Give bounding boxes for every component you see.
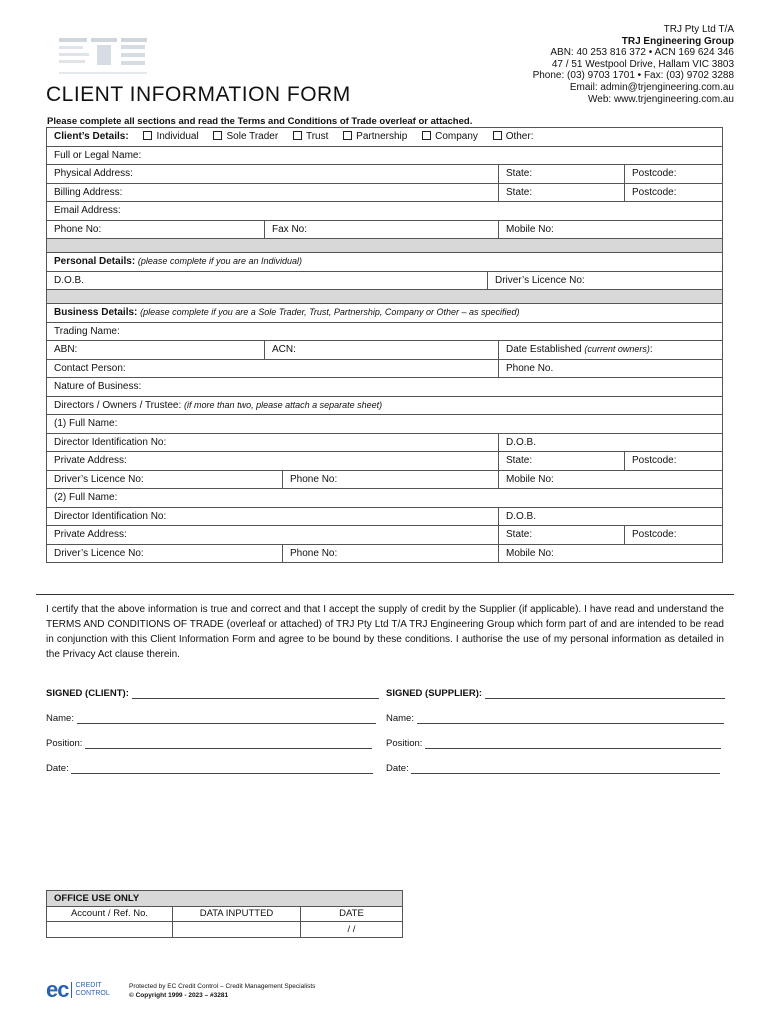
business-details-heading xyxy=(47,304,723,323)
fax-field[interactable]: Fax No: xyxy=(265,220,499,239)
director1-mobile-field[interactable]: Mobile No: xyxy=(499,470,723,489)
section-divider xyxy=(47,290,723,304)
director1-phone-field[interactable]: Phone No: xyxy=(283,470,499,489)
company-web: Web: www.trjengineering.com.au xyxy=(588,93,734,105)
certification-text: I certify that the above information is true and correct and that I accept the supply of credit by the Supplier (if applicable). I have read and understand the TERMS AND CONDITIONS OF TRADE (overleaf or attached) of TRJ Pty Ltd T/A TRJ Engineering Group which form part of and are intended to be read in conjunction with this Client Information Form and agree to be bound by these conditions. I authorise the use of my personal information as detailed in the Privacy Act clause therein. xyxy=(46,604,724,660)
full-legal-name-field[interactable]: Full or Legal Name: xyxy=(47,146,723,165)
ec-logo-text: ec xyxy=(46,977,69,1002)
director2-mobile-field[interactable]: Mobile No: xyxy=(499,544,723,563)
personal-details-note: (please complete if you are an Individual) xyxy=(137,256,303,267)
email-field[interactable]: Email Address: xyxy=(47,202,723,221)
footer-line-2: © Copyright 1999 - 2023 – #3281 xyxy=(129,992,229,999)
instructions: Please complete all sections and read the Terms and Conditions of Trade overleaf or attached. xyxy=(47,116,473,127)
client-name-label: Name: xyxy=(46,713,74,724)
supplier-position-line[interactable] xyxy=(386,738,721,749)
option-partnership: Partnership xyxy=(356,131,408,143)
office-data-inputted-cell[interactable] xyxy=(173,922,301,938)
directors-label: Directors / Owners / Trustee: xyxy=(54,399,185,411)
office-use-table xyxy=(46,890,403,938)
checkbox-company[interactable] xyxy=(422,131,431,140)
phone-field[interactable]: Phone No: xyxy=(47,220,265,239)
supplier-name-line[interactable] xyxy=(386,713,724,724)
company-logo xyxy=(57,36,149,80)
ec-logo-sub2: CONTROL xyxy=(75,990,110,997)
signed-client-label: SIGNED (CLIENT): xyxy=(46,688,129,699)
director2-full-name-field[interactable]: (2) Full Name: xyxy=(47,489,723,508)
checkbox-sole-trader[interactable] xyxy=(213,131,222,140)
date-established-field[interactable]: Date Established (current owners): xyxy=(499,341,723,360)
supplier-position-label: Position: xyxy=(386,738,423,749)
director1-full-name-field[interactable]: (1) Full Name: xyxy=(47,415,723,434)
office-date-header: DATE xyxy=(301,906,403,922)
footer-copyright xyxy=(129,982,315,1000)
signed-supplier-label: SIGNED (SUPPLIER): xyxy=(386,688,483,699)
personal-details-heading xyxy=(47,253,723,272)
director1-postcode-field[interactable]: Postcode: xyxy=(625,452,723,471)
director2-state-field[interactable]: State: xyxy=(499,526,625,545)
date-established-note: (current owners) xyxy=(584,344,650,355)
client-date-label: Date: xyxy=(46,763,69,774)
business-details-label: Business Details: xyxy=(54,307,141,319)
signed-client-line[interactable] xyxy=(46,688,379,699)
director2-dob-field[interactable]: D.O.B. xyxy=(499,507,723,526)
contact-phone-field[interactable]: Phone No. xyxy=(499,359,723,378)
physical-address-field[interactable]: Physical Address: xyxy=(47,165,499,184)
company-details xyxy=(434,24,734,105)
acn-field[interactable]: ACN: xyxy=(265,341,499,360)
physical-postcode-field[interactable]: Postcode: xyxy=(625,165,723,184)
ec-logo-sub1: CREDIT xyxy=(75,982,102,989)
director2-licence-field[interactable]: Driver’s Licence No: xyxy=(47,544,283,563)
signed-supplier-line[interactable] xyxy=(386,688,725,699)
director1-address-field[interactable]: Private Address: xyxy=(47,452,499,471)
nature-of-business-field[interactable]: Nature of Business: xyxy=(47,378,723,397)
section-divider xyxy=(47,239,723,253)
directors-heading xyxy=(47,396,723,415)
director1-dob-field[interactable]: D.O.B. xyxy=(499,433,723,452)
client-date-line[interactable] xyxy=(46,763,373,774)
client-position-line[interactable] xyxy=(46,738,372,749)
director2-phone-field[interactable]: Phone No: xyxy=(283,544,499,563)
office-date-cell[interactable]: / / xyxy=(301,922,403,938)
company-trading-name: TRJ Engineering Group xyxy=(621,35,734,47)
office-data-inputted-header: DATA INPUTTED xyxy=(173,906,301,922)
director1-id-field[interactable]: Director Identification No: xyxy=(47,433,499,452)
supplier-name-label: Name: xyxy=(386,713,414,724)
business-details-note: (please complete if you are a Sole Trader, Trust, Partnership, Company or Other – as specified) xyxy=(140,307,520,318)
billing-state-field[interactable]: State: xyxy=(499,183,625,202)
client-form-table xyxy=(46,127,723,563)
company-phone: Phone: (03) 9703 1701 • Fax: (03) 9702 3288 xyxy=(532,70,734,82)
date-established-label: Date Established xyxy=(506,344,585,356)
client-name-line[interactable] xyxy=(46,713,376,724)
personal-licence-field[interactable]: Driver’s Licence No: xyxy=(488,271,723,290)
physical-state-field[interactable]: State: xyxy=(499,165,625,184)
office-account-header: Account / Ref. No. xyxy=(47,906,173,922)
company-legal-name: TRJ Pty Ltd T/A xyxy=(663,24,734,35)
option-other: Other: xyxy=(505,131,534,143)
footer-line-1: Protected by EC Credit Control – Credit Management Specialists xyxy=(129,983,316,990)
option-company: Company xyxy=(435,131,478,143)
client-details-label: Client’s Details: xyxy=(54,131,129,143)
office-use-heading: OFFICE USE ONLY xyxy=(47,891,403,907)
client-position-label: Position: xyxy=(46,738,83,749)
director1-licence-field[interactable]: Driver’s Licence No: xyxy=(47,470,283,489)
checkbox-individual[interactable] xyxy=(143,131,152,140)
trading-name-field[interactable]: Trading Name: xyxy=(47,322,723,341)
checkbox-partnership[interactable] xyxy=(343,131,352,140)
mobile-field[interactable]: Mobile No: xyxy=(499,220,723,239)
supplier-date-label: Date: xyxy=(386,763,409,774)
company-abn: ABN: 40 253 816 372 • ACN 169 624 346 xyxy=(550,47,734,59)
director1-state-field[interactable]: State: xyxy=(499,452,625,471)
billing-address-field[interactable]: Billing Address: xyxy=(47,183,499,202)
option-sole-trader: Sole Trader xyxy=(226,131,279,143)
option-individual: Individual xyxy=(156,131,199,143)
option-trust: Trust xyxy=(305,131,329,143)
abn-field[interactable]: ABN: xyxy=(47,341,265,360)
directors-note: (if more than two, please attach a separate sheet) xyxy=(184,399,383,410)
ec-credit-control-logo xyxy=(46,977,110,1002)
client-type-row xyxy=(47,128,723,147)
billing-postcode-field[interactable]: Postcode: xyxy=(625,183,723,202)
supplier-date-line[interactable] xyxy=(386,763,720,774)
office-account-cell[interactable] xyxy=(47,922,173,938)
personal-details-label: Personal Details: xyxy=(54,256,138,268)
director2-address-field[interactable]: Private Address: xyxy=(47,526,499,545)
director2-postcode-field[interactable]: Postcode: xyxy=(625,526,723,545)
company-address: 47 / 51 Westpool Drive, Hallam VIC 3803 xyxy=(551,58,734,70)
page-title: CLIENT INFORMATION FORM xyxy=(46,83,351,106)
contact-person-field[interactable]: Contact Person: xyxy=(47,359,499,378)
checkbox-other[interactable] xyxy=(493,131,502,140)
divider-line xyxy=(36,594,734,595)
director2-id-field[interactable]: Director Identification No: xyxy=(47,507,499,526)
company-email: Email: admin@trjengineering.com.au xyxy=(569,81,734,93)
checkbox-trust[interactable] xyxy=(293,131,302,140)
personal-dob-field[interactable]: D.O.B. xyxy=(47,271,488,290)
client-type-cell xyxy=(47,128,723,147)
